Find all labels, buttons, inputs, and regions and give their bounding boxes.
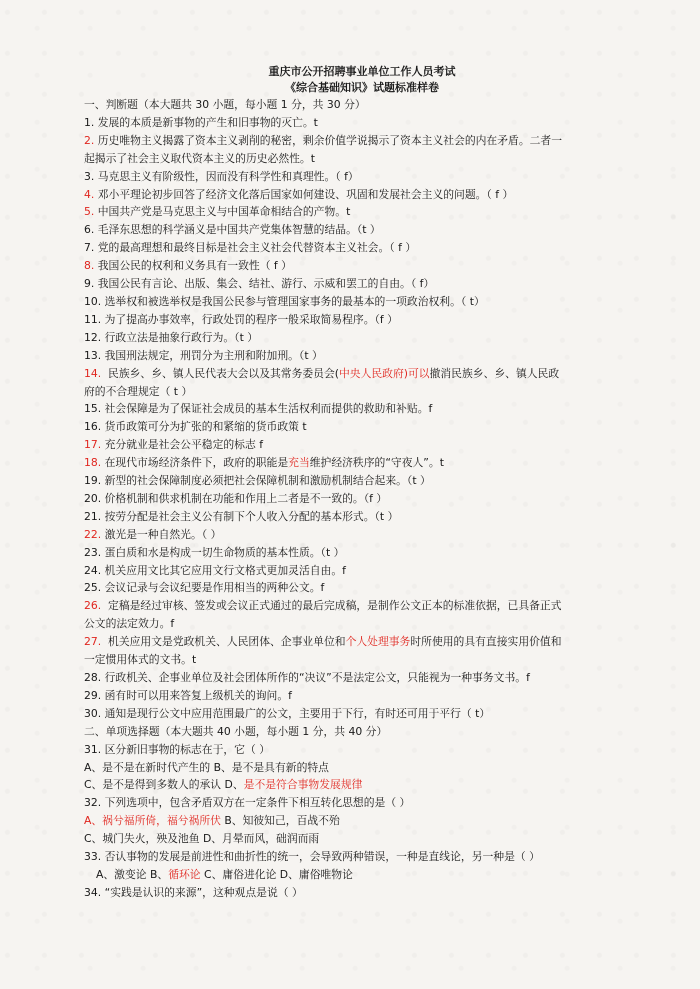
question-5 xyxy=(84,203,640,221)
question-number: 5. xyxy=(84,205,95,219)
question-text: 价格机制和供求机制在功能和作用上二者是不一致的。（f ） xyxy=(104,491,388,505)
question-9 xyxy=(84,275,640,293)
question-number: 27. xyxy=(84,635,102,649)
question-text: 新型的社会保障制度必须把社会保障机制和激励机制结合起来。（t ） xyxy=(104,474,431,488)
question-20 xyxy=(84,490,640,508)
question-text: 撤消民族乡、乡、镇人民政 xyxy=(429,366,560,380)
question-number: 4. xyxy=(84,187,95,201)
question-text: 发展的本质是新事物的产生和旧事物的灭亡。t xyxy=(97,115,318,129)
question-number: 2. xyxy=(84,133,95,147)
question-19 xyxy=(84,472,640,490)
question-14 xyxy=(84,365,640,383)
question-text: 历史唯物主义揭露了资本主义剥削的秘密，剩余价值学说揭示了资本主义社会的内在矛盾。二者一 xyxy=(97,133,563,147)
question-number: 34. xyxy=(84,885,102,899)
question-1 xyxy=(84,114,640,132)
question-13 xyxy=(84,347,640,365)
question-10 xyxy=(84,293,640,311)
question-number: 15. xyxy=(84,402,102,416)
option-text: C、是不是得到多数人的承认 D、 xyxy=(84,778,244,792)
question-6 xyxy=(84,221,640,239)
question-text: 行政立法是抽象行政行为。（t ） xyxy=(104,330,259,344)
question-text: “实践是认识的来源”，这种观点是说（ ） xyxy=(104,885,303,899)
question-18 xyxy=(84,454,640,472)
question-25 xyxy=(84,579,640,597)
question-23 xyxy=(84,544,640,562)
question-text: 会议记录与会议纪要是作用相当的两种公文。f xyxy=(104,581,325,595)
question-text: 为了提高办事效率，行政处罚的程序一般采取简易程序。（f ） xyxy=(104,312,398,326)
question-8 xyxy=(84,257,640,275)
question-text: 社会保障是为了保证社会成员的基本生活权利而提供的救助和补贴。f xyxy=(104,402,433,416)
question-number: 24. xyxy=(84,563,102,577)
question-17 xyxy=(84,436,640,454)
question-number: 11. xyxy=(84,312,102,326)
highlighted-text: 中央人民政府)可以 xyxy=(339,366,430,380)
question-text: 充分就业是社会公平稳定的标志 f xyxy=(104,438,263,452)
question-text: 行政机关、企事业单位及社会团体所作的“决议”不是法定公文，只能视为一种事务文书。f xyxy=(104,671,530,684)
question-number: 16. xyxy=(84,420,102,434)
question-number: 18. xyxy=(84,456,102,470)
question-4 xyxy=(84,186,640,204)
highlighted-answer: 是不是符合事物发展规律 xyxy=(243,778,363,792)
question-number: 33. xyxy=(84,850,102,864)
question-2-cont: 起揭示了社会主义取代资本主义的历史必然性。t xyxy=(84,151,315,165)
question-text: 我国刑法规定，刑罚分为主刑和附加刑。（t ） xyxy=(104,348,323,362)
question-number: 31. xyxy=(84,742,102,756)
question-number: 25. xyxy=(84,581,102,595)
section-heading-judgement: 一、判断题（本大题共 30 小题，每小题 1 分，共 30 分） xyxy=(84,98,366,111)
highlighted-text: 个人处理事务 xyxy=(345,635,411,649)
highlighted-answer: A、祸兮福所倚，福兮祸所伏 xyxy=(84,814,221,828)
question-28 xyxy=(84,669,640,687)
question-text: 通知是现行公文中应用范围最广的公文，主要用于下行，有时还可用于平行（ t） xyxy=(104,706,491,720)
doc-subtitle: 《综合基础知识》试题标准样卷 xyxy=(285,81,439,94)
question-text: 时所使用的具有直接实用价值和 xyxy=(410,635,562,649)
question-32-options-cd: C、城门失火，殃及池鱼 D、月晕而风，础润而雨 xyxy=(84,832,320,846)
question-31-options-cd xyxy=(84,776,640,794)
exam-document xyxy=(84,64,640,902)
question-33 xyxy=(84,848,640,866)
question-16 xyxy=(84,418,640,436)
question-text: 货币政策可分为扩张的和紧缩的货币政策 t xyxy=(104,420,307,434)
question-number: 6. xyxy=(84,223,95,237)
question-15 xyxy=(84,400,640,418)
question-number: 28. xyxy=(84,671,102,684)
question-27 xyxy=(84,633,640,651)
question-number: 23. xyxy=(84,545,102,559)
question-number: 32. xyxy=(84,796,102,810)
question-text: 激光是一种自然光。（ ） xyxy=(104,527,222,541)
question-text: 马克思主义有阶级性，因而没有科学性和真理性。（ f） xyxy=(97,169,359,183)
question-30 xyxy=(84,705,640,723)
question-text: 机关应用文是党政机关、人民团体、企事业单位和 xyxy=(108,635,346,649)
question-number: 13. xyxy=(84,348,102,362)
question-number: 1. xyxy=(84,115,95,129)
question-text: 邓小平理论初步回答了经济文化落后国家如何建设、巩固和发展社会主义的问题。（ f ） xyxy=(97,187,514,201)
question-number: 29. xyxy=(84,688,102,702)
question-21 xyxy=(84,508,640,526)
question-26 xyxy=(84,597,640,615)
question-26-cont: 公文的法定效力。f xyxy=(84,617,175,631)
question-text: 按劳分配是社会主义公有制下个人收入分配的基本形式。（t ） xyxy=(104,509,399,523)
question-text: 中国共产党是马克思主义与中国革命相结合的产物。t xyxy=(97,205,351,219)
question-text: 下列选项中，包含矛盾双方在一定条件下相互转化思想的是（ ） xyxy=(104,796,411,810)
question-number: 26. xyxy=(84,599,102,613)
question-text: 民族乡、乡、镇人民代表大会以及其常务委员会( xyxy=(108,366,339,380)
question-text: 我国公民有言论、出版、集会、结社、游行、示威和罢工的自由。（ f） xyxy=(97,277,435,291)
question-text: 毛泽东思想的科学涵义是中国共产党集体智慧的结晶。（t ） xyxy=(97,223,381,237)
question-text: 定稿是经过审核、签发或会议正式通过的最后完成稿，是制作公文正本的标准依据，已具备正式 xyxy=(108,599,562,613)
question-text: 维护经济秩序的“守夜人”。t xyxy=(309,456,444,470)
question-31 xyxy=(84,741,640,759)
question-number: 19. xyxy=(84,474,102,488)
question-number: 7. xyxy=(84,241,95,255)
highlighted-text: 充当 xyxy=(288,456,310,470)
option-text: B、知彼知己，百战不殆 xyxy=(220,814,340,828)
question-text: 否认事物的发展是前进性和曲折性的统一，会导致两种错误，一种是直线论，另一种是（ ） xyxy=(104,850,540,864)
question-text: 机关应用文比其它应用文行文格式更加灵活自由。f xyxy=(104,563,346,577)
option-text: A、激变论 B、 xyxy=(96,867,169,881)
question-27-cont: 一定惯用体式的文书。t xyxy=(84,653,197,667)
question-number: 30. xyxy=(84,706,102,720)
question-number: 22. xyxy=(84,527,102,541)
question-number: 20. xyxy=(84,491,102,505)
question-7 xyxy=(84,239,640,257)
question-14-cont: 府的不合理规定（ t ） xyxy=(84,384,193,398)
question-number: 3. xyxy=(84,169,95,183)
question-32 xyxy=(84,794,640,812)
question-text: 选举权和被选举权是我国公民参与管理国家事务的最基本的一项政治权利。（ t） xyxy=(104,294,485,308)
question-34 xyxy=(84,884,640,902)
question-33-options xyxy=(84,866,640,884)
question-number: 14. xyxy=(84,366,102,380)
question-number: 17. xyxy=(84,438,102,452)
question-32-options-ab xyxy=(84,812,640,830)
highlighted-answer: 循环论 xyxy=(168,867,201,881)
question-22 xyxy=(84,526,640,544)
option-text: C、庸俗进化论 D、庸俗唯物论 xyxy=(200,867,353,881)
question-2 xyxy=(84,132,640,150)
question-number: 21. xyxy=(84,509,102,523)
question-number: 9. xyxy=(84,277,95,291)
question-text: 党的最高理想和最终目标是社会主义社会代替资本主义社会。（ f ） xyxy=(97,241,417,255)
question-text: 在现代市场经济条件下，政府的职能是 xyxy=(104,456,289,470)
question-text: 函有时可以用来答复上级机关的询问。f xyxy=(104,688,292,702)
doc-title: 重庆市公开招聘事业单位工作人员考试 xyxy=(268,65,456,78)
question-number: 10. xyxy=(84,294,102,308)
question-number: 12. xyxy=(84,330,102,344)
question-24 xyxy=(84,562,640,580)
section-heading-choice: 二、单项选择题（本大题共 40 小题，每小题 1 分，共 40 分） xyxy=(84,724,388,738)
question-text: 蛋白质和水是构成一切生命物质的基本性质。（t ） xyxy=(104,545,345,559)
question-3 xyxy=(84,168,640,186)
question-number: 8. xyxy=(84,259,95,273)
question-text: 我国公民的权利和义务具有一致性（ f ） xyxy=(97,259,292,273)
question-11 xyxy=(84,311,640,329)
question-text: 区分新旧事物的标志在于，它（ ） xyxy=(104,742,270,756)
question-29 xyxy=(84,687,640,705)
question-31-options-ab: A、是不是在新时代产生的 B、是不是具有新的特点 xyxy=(84,760,329,774)
question-12 xyxy=(84,329,640,347)
